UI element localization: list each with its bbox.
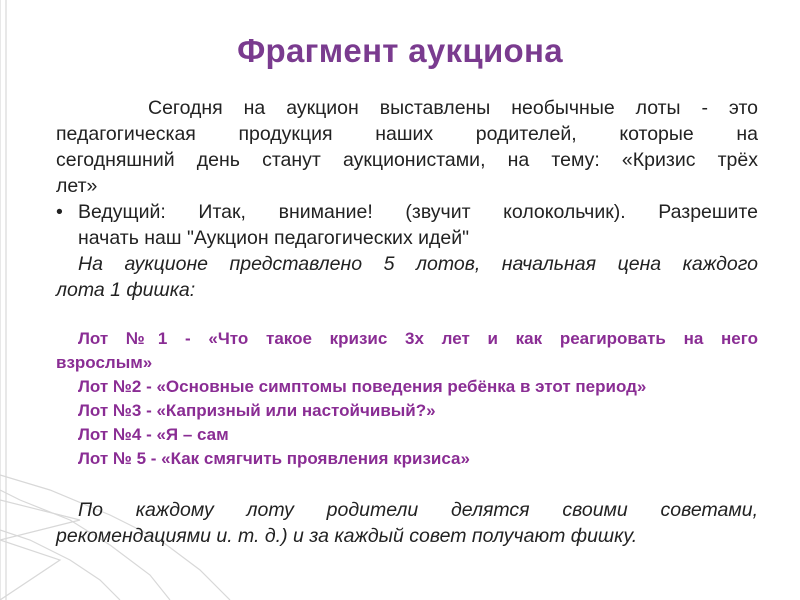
lot-item-5: Лот № 5 - «Как смягчить проявления кризиса» <box>78 449 470 468</box>
host-line: начать наш "Аукцион педагогических идей" <box>78 227 470 249</box>
intro-line: лет» <box>56 175 98 197</box>
spacer <box>56 471 758 497</box>
closing-line: рекомендациями и. т. д.) и за каждый совет получают фишку. <box>56 525 638 547</box>
lot-item-1: Лот №1 - «Что такое кризис 3х лет и как реагировать на него <box>78 329 758 348</box>
page-title: Фрагмент аукциона <box>237 32 563 69</box>
auction-paragraph <box>56 251 758 303</box>
auction-line: На аукционе представлено 5 лотов, начальная цена каждого <box>78 253 758 275</box>
lot-item-2: Лот №2 - «Основные симптомы поведения ребёнка в этот период» <box>78 377 647 396</box>
bullet-icon: • <box>56 201 63 223</box>
closing-line: По каждому лоту родители делятся своими советами, <box>78 499 758 521</box>
intro-paragraph <box>56 95 758 199</box>
lot-item-3: Лот №3 - «Капризный или настойчивый?» <box>78 401 436 420</box>
auction-line: лота 1 фишка: <box>56 279 196 301</box>
lots-list <box>56 327 758 471</box>
host-line: Ведущий: Итак, внимание! (звучит колокольчик). Разрешите <box>78 201 758 223</box>
intro-line: сегодняшний день станут аукционистами, на тему: «Кризис трёх <box>56 149 758 171</box>
intro-line: Сегодня на аукцион выставлены необычные лоты - это <box>148 97 758 119</box>
lot-item-1-continued: взрослым» <box>56 353 153 372</box>
closing-paragraph <box>56 497 758 549</box>
host-paragraph <box>56 199 758 251</box>
document-body <box>56 95 758 549</box>
lot-item-4: Лот №4 - «Я – сам <box>78 425 229 444</box>
spacer <box>56 303 758 327</box>
intro-line: педагогическая продукция наших родителей, которые на <box>56 123 758 145</box>
